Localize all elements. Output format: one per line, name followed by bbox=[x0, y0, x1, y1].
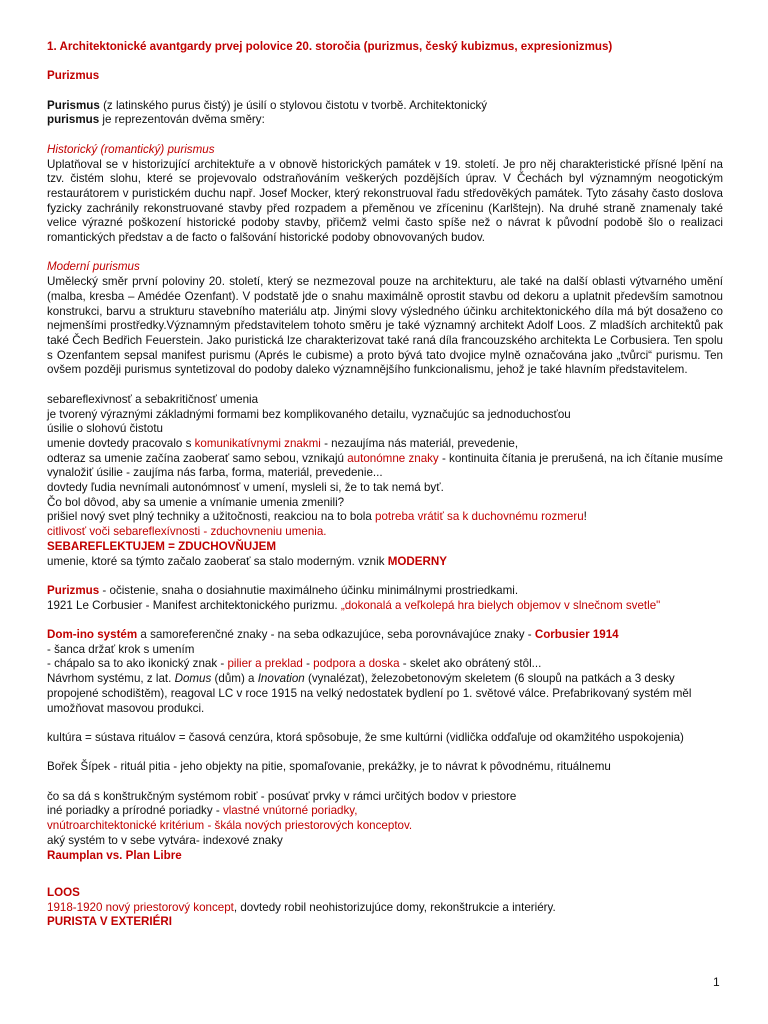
domino-text: - chápalo sa to ako ikonický znak - bbox=[47, 657, 228, 671]
note-line bbox=[47, 510, 723, 525]
highlight-text: vnútroarchitektonické kritérium - škála nových priestorových konceptov bbox=[47, 819, 409, 833]
sipek-line: Bořek Šípek - rituál pitia - jeho objekty na pitie, spomaľovanie, prekážky, je to návrat k pôvodnému, rituálnemu bbox=[47, 760, 611, 774]
document-title: 1. Architektonické avantgardy prvej polovice 20. storočia (purizmus, český kubizmus, expresionizmus) bbox=[47, 40, 613, 53]
domino-text: (dům) a bbox=[211, 672, 258, 686]
intro-paragraph bbox=[47, 99, 723, 128]
note-line: sebareflexivnosť a sebakritičnosť umenia bbox=[47, 392, 259, 406]
latin-term: Inovation bbox=[257, 672, 305, 686]
note-line: citlivosť voči sebareflexívnosti - zduchovneniu umenia. bbox=[47, 525, 327, 539]
domino-line bbox=[47, 628, 723, 643]
term-domino: Dom-ino systém bbox=[47, 628, 138, 642]
domino-text: - bbox=[302, 657, 314, 671]
loos-line bbox=[47, 901, 723, 916]
highlight-text: 1918-1920 nový priestorový koncept bbox=[47, 900, 234, 914]
konstrukcny-line: čo sa dá s konštrukčným systémom robiť - posúvať prvky v rámci určitých bodov v priestore bbox=[47, 789, 517, 803]
highlight-text: vlastné vnútorné poriadky bbox=[222, 804, 355, 818]
highlight-text: komunikatívnymi znakmi bbox=[194, 436, 321, 450]
highlight-text: MODERNY bbox=[387, 554, 447, 568]
purizmus-heading: Purizmus bbox=[47, 69, 100, 83]
note-text: - kontinuita čítania je prerušená, na ich čítanie musíme vynaložiť úsilie - zaujíma nás farba, forma, materiál, prevedenie... bbox=[47, 451, 723, 480]
note-line: úsilie o slohovú čistotu bbox=[47, 422, 163, 436]
note-text: prišiel nový svet plný techniky a užitočnosti, reakciou na to bola bbox=[47, 510, 376, 524]
manifest-text: 1921 Le Corbusier - Manifest architektonického purizmu. bbox=[47, 598, 341, 612]
highlight-text: potreba vrátiť sa k duchovnému rozmeru bbox=[375, 510, 584, 524]
kultura-line: kultúra = sústava rituálov = časová cenzúra, ktorá spôsobuje, že sme kultúrni (vidlička odďaľuje od okamžitého uspokojenia) bbox=[47, 730, 684, 744]
domino-text: - skelet ako obrátený stôl... bbox=[399, 657, 542, 671]
note-line: Čo bol dôvod, aby sa umenie a vnímanie umenia zmenili? bbox=[47, 495, 345, 509]
historicky-heading: Historický (romantický) purismus bbox=[47, 142, 215, 156]
intro-text-2: je reprezentován dvěma směry: bbox=[99, 113, 265, 127]
domino-year: Corbusier 1914 bbox=[534, 628, 619, 642]
note-line bbox=[47, 437, 723, 452]
note-text: umenie dovtedy pracovalo s bbox=[47, 436, 195, 450]
domino-text: Návrhom systému, z lat. bbox=[47, 672, 175, 686]
term-purizmus: Purizmus bbox=[47, 583, 100, 597]
konstrukcny-line: aký systém to v sebe vytvára- indexové znaky bbox=[47, 833, 283, 847]
highlight-text: pilier a preklad bbox=[227, 657, 303, 671]
term-purismus: Purismus bbox=[47, 98, 100, 112]
note-line: je tvorený výraznými základnými formami bez komplikovaného detailu, vyznačujúc sa jednoduchosťou bbox=[47, 407, 571, 421]
note-line bbox=[47, 452, 723, 481]
konstrukcny-line bbox=[47, 804, 723, 819]
moderni-paragraph: Umělecký směr první poloviny 20. století, který se nezmezoval pouze na architekturu, ale také na další oblasti výtvarného umění (malba, kresba – Amédée Ozenfant). V podstatě jde o snahu maximálně oprostit stavbu od dekoru a uplatnit především samotnou konstrukci, barvu a strukturu stavebního materiálu atp. Jinými slovy výsledného účinku architektonického díla má být dosaženo co nejmenšími prostředky.Významným představitelem tohoto směru je také významný architekt Adolf Loos. Z mladších architektů pak také Čech Bedřich Feuerstein. Jako puristická lze charakterizovat také raná díla francouzského architekta Le Corbusiera. Ten spolu s Ozenfantem sepsal manifest purismu (Aprés le cubisme) a proto bývá tato dvojice mylně označována jako „tvůrci“ purismu. Ten ovšem později purismus syntetizoval do podoby daleko významnějšího funkcionalismu, jehož je také hlavním představitelem. bbox=[47, 275, 723, 377]
note-text: - nezaujíma nás materiál, prevedenie, bbox=[320, 436, 519, 450]
highlight-text: autonómne znaky bbox=[347, 451, 439, 465]
domino-text: (vynalézat), železobetonovým skeletem (6 sloupů na patkách a 3 desky propojené schodištěm), reagoval LC v roce 1915 na velký nedostatek bydlení po 1. světové válce. Prefabrikovaný systém měl umožňovat masovou produkci. bbox=[47, 672, 692, 715]
note-text: umenie, ktoré sa týmto začalo zaoberať sa stalo moderným. vznik bbox=[47, 554, 388, 568]
note-line: dovtedy ľudia nevnímali autonómnosť v umení, mysleli si, že to tak nemá byť. bbox=[47, 481, 444, 495]
page-number: 1 bbox=[713, 975, 720, 989]
konstrukcny-text: , bbox=[354, 804, 358, 818]
term-purismus-2: purismus bbox=[47, 113, 100, 127]
document-page bbox=[47, 40, 723, 930]
purizmus-definition bbox=[47, 584, 723, 599]
loos-text: , dovtedy robil neohistorizujúce domy, rekonštrukcie a interiéry. bbox=[233, 900, 556, 914]
latin-term: Domus bbox=[174, 672, 212, 686]
highlight-text: podpora a doska bbox=[313, 657, 400, 671]
moderni-heading: Moderní purismus bbox=[47, 260, 140, 274]
manifest-line bbox=[47, 599, 723, 614]
historicky-paragraph: Uplatňoval se v historizující architektuře a v obnově historických památek v 19. století. Je pro něj charakteristické přísné lpění na tzv. čistém slohu, které se projevovalo odstraňováním veškerých pozdějších úprav. V Čechách byl významným neogotickým restaurátorem v puristickém duchu např. Josef Mocker, který rekonstruoval řadu středověkých památek. Tyto zásahy často doslova fyzicky zachránily rekonstruované stavby před rozpadem a přeměnou ve zříceninu (Karlštejn). Na druhé straně znamenaly také velice výrazné poškození historické podoby stavby, přičemž velmi často spíše než o návrat k původní podobě šlo o realizaci romantických představ a de facto o falšování historické podoby obnovovaných budov. bbox=[47, 157, 723, 245]
note-line bbox=[47, 555, 723, 570]
domino-line: - šanca držať krok s umením bbox=[47, 642, 195, 656]
definition-text: - očistenie, snaha o dosiahnutie maximálneho účinku minimálnymi prostriedkami. bbox=[99, 583, 519, 597]
manifest-quote: „dokonalá a veľkolepá hra bielych objemov v slnečnom svetle" bbox=[340, 598, 661, 612]
note-line: SEBAREFLEKTUJEM = ZDUCHOVŇUJEM bbox=[47, 539, 276, 553]
domino-text: a samoreferenčné znaky - na seba odkazujúce, seba porovnávajúce znaky - bbox=[137, 628, 535, 642]
domino-line bbox=[47, 657, 723, 672]
loos-heading: LOOS bbox=[47, 885, 80, 899]
konstrukcny-text: iné poriadky a prírodné poriadky - bbox=[47, 804, 223, 818]
intro-text-1: (z latinského purus čistý) je úsilí o stylovou čistotu v tvorbě. Architektonický bbox=[99, 98, 488, 112]
konstrukcny-line bbox=[47, 819, 723, 834]
raumplan-line: Raumplan vs. Plan Libre bbox=[47, 848, 182, 862]
note-text: ! bbox=[583, 510, 587, 524]
konstrukcny-text: . bbox=[408, 819, 413, 833]
loos-line: PURISTA V EXTERIÉRI bbox=[47, 915, 172, 929]
domino-paragraph bbox=[47, 672, 723, 716]
note-text: odteraz sa umenie začína zaoberať samo sebou, vznikajú bbox=[47, 451, 348, 465]
